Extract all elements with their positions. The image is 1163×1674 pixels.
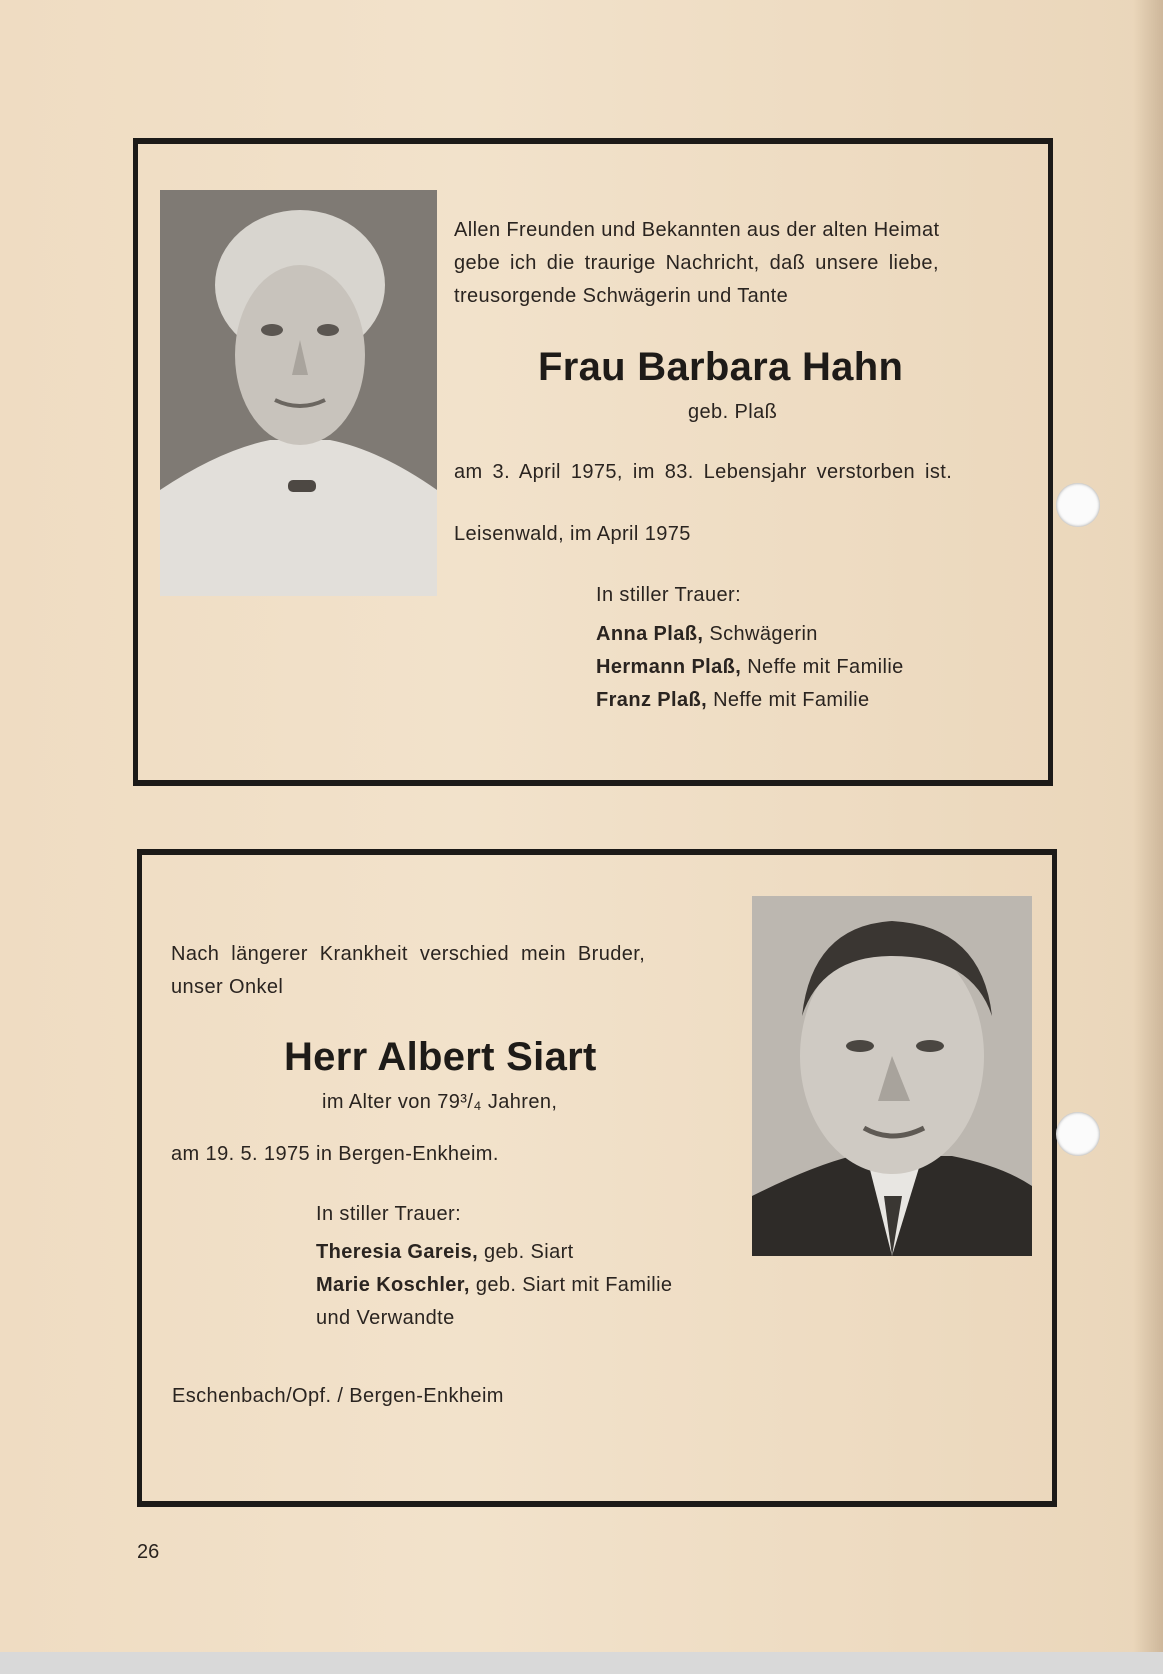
- page-number: 26: [137, 1541, 160, 1563]
- intro-line: Nach längerer Krankheit verschied mein Bruder,: [171, 943, 646, 965]
- intro-line: treusorgende Schwägerin und Tante: [454, 285, 789, 307]
- mourner-relation: Neffe mit Familie: [713, 689, 870, 711]
- mourner-line: [596, 651, 904, 684]
- birth-name: geb. Plaß: [688, 401, 778, 423]
- age-line: im Alter von 79³/₄ Jahren,: [322, 1091, 558, 1113]
- death-line: am 19. 5. 1975 in Bergen-Enkheim.: [171, 1143, 499, 1165]
- places-line: Eschenbach/Opf. / Bergen-Enkheim: [172, 1385, 504, 1407]
- portrait-photo-woman: [160, 190, 437, 596]
- place-date: Leisenwald, im April 1975: [454, 523, 691, 545]
- mourners-tail: und Verwandte: [316, 1307, 455, 1329]
- intro-line: unser Onkel: [171, 976, 284, 998]
- mourner-line: [596, 684, 870, 717]
- mourner-line: [596, 618, 818, 651]
- deceased-name: Herr Albert Siart: [284, 1035, 597, 1079]
- mourner-name: Hermann Plaß,: [596, 656, 742, 678]
- mourner-relation: Neffe mit Familie: [747, 656, 904, 678]
- death-line: am 3. April 1975, im 83. Lebensjahr verstorben ist.: [454, 461, 953, 483]
- mourner-name: Marie Koschler,: [316, 1274, 470, 1296]
- scan-background-strip: [0, 1652, 1163, 1674]
- mourner-relation: Schwägerin: [709, 623, 818, 645]
- mourner-line: [316, 1236, 574, 1269]
- deceased-name: Frau Barbara Hahn: [538, 345, 904, 389]
- mourner-name: Franz Plaß,: [596, 689, 708, 711]
- binder-hole: [1056, 1112, 1100, 1156]
- intro-line: Allen Freunden und Bekannten aus der alten Heimat: [454, 219, 940, 241]
- mourner-name: Anna Plaß,: [596, 623, 704, 645]
- mourning-heading: In stiller Trauer:: [596, 584, 742, 606]
- page-edge-shadow: [1133, 0, 1163, 1674]
- mourner-relation: geb. Siart mit Familie: [475, 1274, 673, 1296]
- intro-line: gebe ich die traurige Nachricht, daß unsere liebe,: [454, 252, 939, 274]
- portrait-photo-man: [752, 896, 1032, 1256]
- mourning-heading: In stiller Trauer:: [316, 1203, 462, 1225]
- binder-hole: [1056, 483, 1100, 527]
- mourner-line: [316, 1269, 672, 1302]
- mourner-relation: geb. Siart: [484, 1241, 574, 1263]
- mourner-name: Theresia Gareis,: [316, 1241, 479, 1263]
